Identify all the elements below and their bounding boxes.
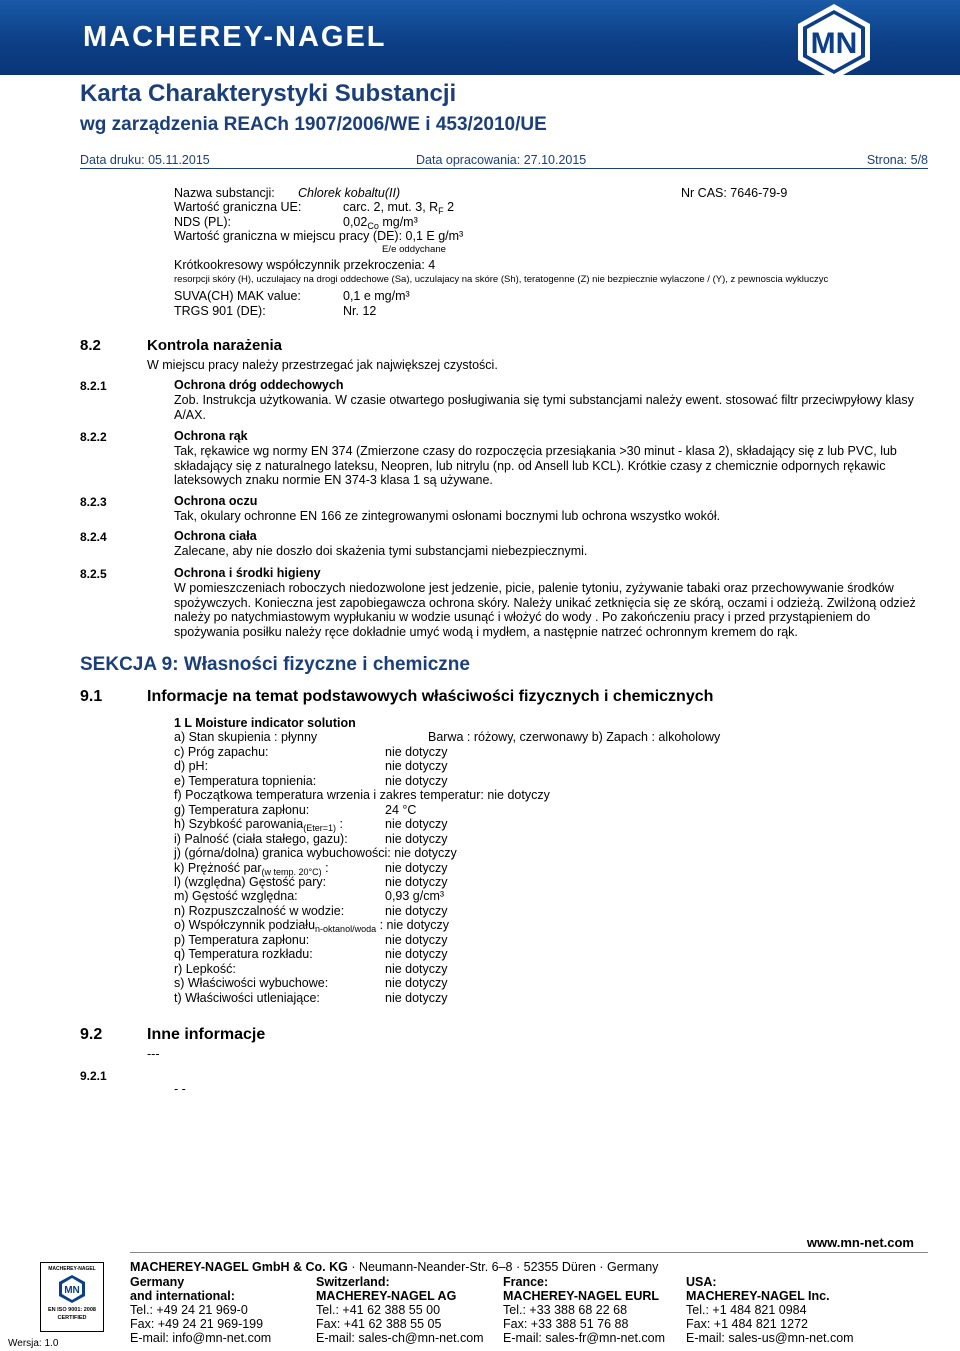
section-9-2-text: --- bbox=[147, 1047, 160, 1061]
edit-date: Data opracowania: 27.10.2015 bbox=[416, 153, 587, 167]
cert-line-1: EN ISO 9001: 2008 bbox=[47, 1307, 96, 1313]
section-9-2-number: 9.2 bbox=[80, 1026, 103, 1043]
prop-t-label: t) Właściwości utleniające: bbox=[174, 991, 320, 1005]
footer-col-2-fax: Fax: +41 62 388 55 05 bbox=[316, 1317, 442, 1331]
prop-i-label: i) Palność (ciała stałego, gazu): bbox=[174, 832, 348, 846]
page-number: Strona: 5/8 bbox=[866, 153, 928, 167]
prop-q-value: nie dotyczy bbox=[385, 947, 448, 961]
footer-col-1-h2: and international: bbox=[130, 1289, 235, 1303]
prop-f-line: f) Początkowa temperatura wrzenia i zakres temperatur: nie dotyczy bbox=[174, 788, 550, 802]
prop-l-value: nie dotyczy bbox=[385, 875, 448, 889]
cert-line-2: CERTIFIED bbox=[57, 1315, 87, 1321]
prop-r-label: r) Lepkość: bbox=[174, 962, 236, 976]
prop-n-label: n) Rozpuszczalność w wodzie: bbox=[174, 904, 345, 918]
trgs-label: TRGS 901 (DE): bbox=[174, 304, 266, 318]
prop-e-label: e) Temperatura topnienia: bbox=[174, 774, 317, 788]
trgs-value: Nr. 12 bbox=[343, 304, 377, 318]
brand-name: MACHEREY-NAGEL bbox=[83, 21, 387, 53]
section-9-2-1-text: - - bbox=[174, 1082, 186, 1096]
footer-website: www.mn-net.com bbox=[806, 1235, 914, 1250]
de-limit-line: Wartość graniczna w miejscu pracy (DE): 0,1 E g/m³ bbox=[174, 229, 464, 243]
footer-col-2-mail: E-mail: sales-ch@mn-net.com bbox=[316, 1331, 484, 1345]
footer-col-4-h1: USA: bbox=[686, 1275, 717, 1289]
section-8-2-number: 8.2 bbox=[80, 337, 101, 354]
footer-col-3-mail: E-mail: sales-fr@mn-net.com bbox=[503, 1331, 666, 1345]
section-8-2-3-number: 8.2.3 bbox=[80, 495, 107, 509]
section-9-2-1-number: 9.2.1 bbox=[80, 1069, 107, 1083]
section-9-2-title: Inne informacje bbox=[147, 1026, 266, 1043]
prop-i-value: nie dotyczy bbox=[385, 832, 448, 846]
footer-col-3-fax: Fax: +33 388 51 76 88 bbox=[503, 1317, 629, 1331]
footer-col-4-h2: MACHEREY-NAGEL Inc. bbox=[686, 1289, 830, 1303]
prop-s-value: nie dotyczy bbox=[385, 976, 448, 990]
footer-col-3-tel: Tel.: +33 388 68 22 68 bbox=[503, 1303, 628, 1317]
prop-n-value: nie dotyczy bbox=[385, 904, 448, 918]
prop-k-value: nie dotyczy bbox=[385, 861, 448, 875]
prop-t-value: nie dotyczy bbox=[385, 991, 448, 1005]
section-8-2-3-text: Tak, okulary ochronne EN 166 ze zintegrowanymi osłonami bocznymi lub ochrona wszystko wokół. bbox=[174, 509, 721, 523]
eu-limit-value: carc. 2, mut. 3, $R_F$ 2 bbox=[343, 200, 455, 216]
product-name: 1 L Moisture indicator solution bbox=[174, 716, 356, 730]
section-9-1-title: Informacje na temat podstawowych właściwości fizycznych i chemicznych bbox=[147, 688, 714, 705]
section-8-2-2-text: Tak, rękawice wg normy EN 374 (Zmierzone czasy do rozpoczęcia przesiąkania >30 minut - klasa 2), składający się z lub PVC, lub składający się z naturalnego lateksu, Neopren, lub nitrylu (np. od Ansell lub KCL). Krótkie czasy z chemicznie odpornych rękawic lateksowych znaku normie EN 374-3 klasa 1 są używane. bbox=[174, 444, 897, 487]
prop-j-line: j) (górna/dolna) granica wybuchowości: nie dotyczy bbox=[174, 846, 457, 860]
footer-company: MACHEREY-NAGEL GmbH & Co. KG · Neumann-Neander-Str. 6–8 · 52355 Düren · Germany bbox=[130, 1260, 659, 1274]
section-8-2-text: W miejscu pracy należy przestrzegać jak największej czystości. bbox=[147, 358, 498, 372]
nds-label: NDS (PL): bbox=[174, 215, 231, 229]
prop-k-label: k) Prężność par$_{(w temp. 20^\circ C)}$ : bbox=[174, 861, 329, 877]
prop-g-label: g) Temperatura zapłonu: bbox=[174, 803, 310, 817]
short-term-factor: Krótkookresowy współczynnik przekroczenia: 4 bbox=[174, 258, 436, 272]
cert-top: MACHEREY-NAGEL bbox=[48, 1266, 96, 1272]
resorption-line: resorpcji skóry (H), uczulajacy na drogi oddechowe (Sa), uczulajacy na skóre (Sh), teratogenne (Z) nie bezpiecznie wylaczone / (Y), z pewnoscia wykluczyc bbox=[174, 274, 829, 285]
prop-h-value: nie dotyczy bbox=[385, 817, 448, 831]
de-limit-note: E/e oddychane bbox=[382, 244, 447, 255]
prop-a-right: Barwa : różowy, czerwonawy b) Zapach : alkoholowy bbox=[428, 730, 721, 744]
prop-o-line: o) Współczynnik podziału$_{n-oktanol/woda}$ : nie dotyczy bbox=[174, 918, 450, 934]
prop-m-label: m) Gęstość względna: bbox=[174, 889, 298, 903]
cas-number: Nr CAS: 7646-79-9 bbox=[681, 186, 788, 200]
prop-c-value: nie dotyczy bbox=[385, 745, 448, 759]
footer-col-1-mail: E-mail: info@mn-net.com bbox=[130, 1331, 272, 1345]
substance-name-value: Chlorek kobaltu(II) bbox=[298, 186, 401, 200]
prop-e-value: nie dotyczy bbox=[385, 774, 448, 788]
section-8-2-4-number: 8.2.4 bbox=[80, 530, 107, 544]
cert-mid: MN bbox=[64, 1285, 80, 1296]
footer-col-1-fax: Fax: +49 24 21 969-199 bbox=[130, 1317, 264, 1331]
prop-d-label: d) pH: bbox=[174, 759, 209, 773]
prop-m-value: 0,93 g/cm³ bbox=[385, 889, 445, 903]
prop-s-label: s) Właściwości wybuchowe: bbox=[174, 976, 329, 990]
eu-limit-label: Wartość graniczna UE: bbox=[174, 200, 302, 214]
footer-col-2-tel: Tel.: +41 62 388 55 00 bbox=[316, 1303, 441, 1317]
section-8-2-4-text: Zalecane, aby nie doszło doi skażenia tymi substancjami niebezpiecznymi. bbox=[174, 544, 588, 558]
prop-a-label: a) Stan skupienia : płynny bbox=[174, 730, 318, 744]
section-8-2-3-title: Ochrona oczu bbox=[174, 494, 258, 508]
substance-name-label: Nazwa substancji: bbox=[174, 186, 275, 200]
suva-label: SUVA(CH) MAK value: bbox=[174, 289, 301, 303]
section-8-2-5-title: Ochrona i środki higieny bbox=[174, 566, 321, 580]
cert-mn-logo-icon bbox=[57, 1274, 87, 1304]
footer-col-2-h2: MACHEREY-NAGEL AG bbox=[316, 1289, 457, 1303]
prop-c-label: c) Próg zapachu: bbox=[174, 745, 269, 759]
version-label: Wersja: 1.0 bbox=[8, 1338, 59, 1349]
prop-g-value: 24 °C bbox=[385, 803, 417, 817]
section-8-2-5-number: 8.2.5 bbox=[80, 567, 107, 581]
footer-col-3-h1: France: bbox=[503, 1275, 549, 1289]
mn-logo-icon bbox=[780, 0, 888, 78]
suva-value: 0,1 e mg/m³ bbox=[343, 289, 410, 303]
section-9-1-number: 9.1 bbox=[80, 688, 103, 705]
section-8-2-2-number: 8.2.2 bbox=[80, 430, 107, 444]
footer-col-4-fax: Fax: +1 484 821 1272 bbox=[686, 1317, 808, 1331]
section-8-2-title: Kontrola narażenia bbox=[147, 337, 283, 354]
prop-l-label: l) (względna) Gęstość pary: bbox=[174, 875, 327, 889]
prop-r-value: nie dotyczy bbox=[385, 962, 448, 976]
section-8-2-4-title: Ochrona ciała bbox=[174, 529, 257, 543]
footer-col-1-h1: Germany bbox=[130, 1275, 185, 1289]
footer-col-4-mail: E-mail: sales-us@mn-net.com bbox=[686, 1331, 854, 1345]
section-9-title: SEKCJA 9: Własności fizyczne i chemiczne bbox=[80, 654, 470, 675]
footer-col-3-h2: MACHEREY-NAGEL EURL bbox=[503, 1289, 660, 1303]
logo-text: MN bbox=[810, 27, 858, 60]
prop-q-label: q) Temperatura rozkładu: bbox=[174, 947, 313, 961]
section-8-2-1-text: Zob. Instrukcja użytkowania. W czasie otwartego posługiwania się tymi substancjami należy ewent. stosować filtr przeciwpyłowy klasy A/AX. bbox=[174, 393, 914, 422]
footer-rule bbox=[130, 1252, 928, 1253]
footer-col-4-tel: Tel.: +1 484 821 0984 bbox=[686, 1303, 807, 1317]
iso-certificate-badge bbox=[40, 1262, 104, 1332]
footer-col-1-tel: Tel.: +49 24 21 969-0 bbox=[130, 1303, 248, 1317]
print-date: Data druku: 05.11.2015 bbox=[80, 153, 210, 167]
section-8-2-1-number: 8.2.1 bbox=[80, 379, 107, 393]
nds-value: $0,02_{Co}$ mg/m³ bbox=[343, 215, 418, 231]
document-subtitle: wg zarządzenia REACh 1907/2006/WE i 453/2010/UE bbox=[80, 114, 547, 135]
section-8-2-5-text: W pomieszczeniach roboczych niedozwolone jest jedzenie, picie, palenie tytoniu, zyżywanie tabaki oraz przechowywanie środków spożywczych. Konieczna jest zapobiegawcza ochrona skóry. Należy unikać zetknięcia się ze skórą, oczami i odzieżą. Zwilżoną odzież należy po natychmiastowym wypłukaniu w wodzie usunąć i włożyć do wody . Po zakończeniu pracy i przed przystąpieniem do spożywania posiłku należy ręce dokładnie umyć wodą i mydłem, a następnie natrzeć ochronnym kremem do rąk. bbox=[174, 581, 916, 639]
document-title: Karta Charakterystyki Substancji bbox=[80, 80, 457, 107]
prop-d-value: nie dotyczy bbox=[385, 759, 448, 773]
header-rule bbox=[80, 168, 928, 169]
prop-p-value: nie dotyczy bbox=[385, 933, 448, 947]
prop-p-label: p) Temperatura zapłonu: bbox=[174, 933, 310, 947]
section-8-2-1-title: Ochrona dróg oddechowych bbox=[174, 378, 344, 392]
footer-col-2-h1: Switzerland: bbox=[316, 1275, 390, 1289]
prop-h-label: h) Szybkość parowania$_{(Eter=1)}$ : bbox=[174, 817, 343, 833]
section-8-2-2-title: Ochrona rąk bbox=[174, 429, 248, 443]
